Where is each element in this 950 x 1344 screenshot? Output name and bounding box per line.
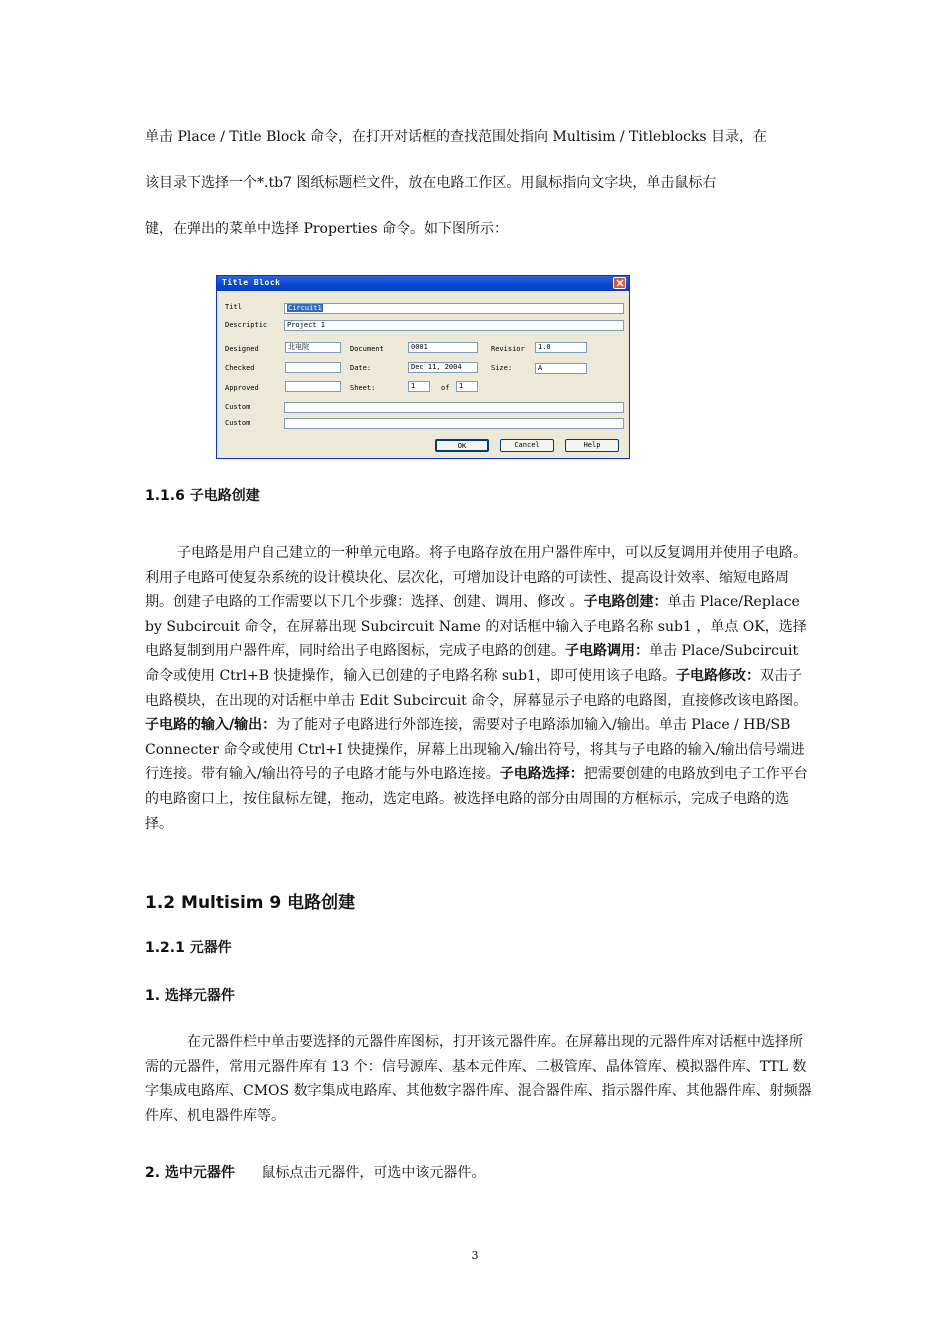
designed-label: Designed: [225, 345, 259, 353]
subcircuit-io-term: 子电路的输入/输出：: [145, 717, 277, 734]
size-field[interactable]: A: [535, 363, 587, 374]
subcircuit-create-term: 子电路创建：: [583, 594, 668, 611]
document-label: Document: [350, 345, 384, 353]
section-116-heading: 1.1.6 子电路创建: [145, 488, 260, 504]
intro-paragraph: [145, 114, 813, 252]
date-field[interactable]: Dec 11, 2004: [408, 362, 478, 373]
title-block-dialog: [216, 275, 630, 459]
intro-line-1: 单击 Place / Title Block 命令，在打开对话框的查找范围处指向 Multisim / Titleblocks 目录，在: [145, 129, 768, 145]
subcircuit-call-term: 子电路调用：: [565, 643, 649, 660]
revision-label: Revisior: [491, 345, 525, 353]
item-1-heading: 1. 选择元器件: [145, 988, 235, 1004]
approved-label: Approved: [225, 384, 259, 392]
close-button[interactable]: [613, 277, 626, 289]
dialog-titlebar[interactable]: [217, 276, 629, 291]
revision-field[interactable]: 1.0: [535, 342, 587, 353]
item-2-heading: 2. 选中元器件: [145, 1165, 235, 1181]
designed-field[interactable]: 北电院: [285, 342, 341, 353]
title-value: Circuit1: [288, 304, 322, 312]
item-1-body: 在元器件栏中单击要选择的元器件库图标，打开该元器件库。在屏幕出现的元器件库对话框中选择所需的元器件，常用元器件库有 13 个：信号源库、基本元件库、二极管库、晶体管库、模拟器件库、TTL 数字集成电路库、CMOS 数字集成电路库、其他数字器件库、混合器件库、指示器件库、其他器件库、射频器件库、机电器件库等。: [145, 1034, 812, 1124]
sheet-field[interactable]: 1: [408, 381, 430, 392]
item-2: [145, 1162, 813, 1182]
section-116-text-4: 双击子电路模块，在出现的对话框中单击 Edit Subcircuit 命令，屏幕显示子电路的电路图，直接修改该电路图。: [145, 667, 808, 709]
dialog-title: Title Block: [222, 278, 281, 287]
custom-label-2: Custom: [225, 419, 251, 427]
document-field[interactable]: 0001: [408, 342, 478, 353]
title-field[interactable]: [284, 303, 624, 314]
custom-field-2[interactable]: [284, 418, 624, 429]
custom-label-1: Custom: [225, 403, 251, 411]
date-label: Date:: [350, 364, 372, 372]
section-116-text-2: 单击 Place/Replace by Subcircuit 命令，在屏幕出现 Subcircuit Name 的对话框中输入子电路名称 sub1 ，单点 OK，选择电路复制到用户器件库，同时给出子电路图标，完成子电路的创建。: [145, 594, 807, 660]
custom-field-1[interactable]: [284, 402, 624, 413]
title-label: Titl: [225, 303, 242, 311]
intro-line-3: 键，在弹出的菜单中选择 Properties 命令。如下图所示：: [145, 221, 508, 237]
help-button[interactable]: Help: [565, 439, 619, 452]
description-label: Descriptic: [225, 321, 268, 329]
item-2-body: 鼠标点击元器件，可选中该元器件。: [261, 1165, 486, 1181]
section-121-heading: 1.2.1 元器件: [145, 940, 232, 956]
section-116-text-3: 单击 Place/Subcircuit 命令或使用 Ctrl+B 快捷操作，输入已创建的子电路名称 sub1，即可使用该子电路。: [145, 643, 799, 684]
intro-line-2: 该目录下选择一个*.tb7 图纸标题栏文件，放在电路工作区。用鼠标指向文字块，单击鼠标右: [145, 175, 717, 191]
checked-field[interactable]: [285, 362, 341, 373]
approved-field[interactable]: [285, 381, 341, 392]
size-label: Size:: [491, 364, 513, 372]
description-field[interactable]: Project 1: [284, 320, 624, 331]
subcircuit-modify-term: 子电路修改：: [675, 667, 760, 684]
cancel-button[interactable]: Cancel: [500, 439, 554, 452]
of-label: of: [441, 384, 450, 392]
ok-button[interactable]: OK: [435, 439, 489, 452]
of-field[interactable]: 1: [456, 381, 478, 392]
section-116-text-5: 为了能对子电路进行外部连接，需要对子电路添加输入/输出。单击 Place / HB/SB Connecter 命令或使用 Ctrl+I 快捷操作，屏幕上出现输入/输出符号，将其与子电路的输入/输出信号端进行连接。带有输入/输出符号的子电路才能与外电路连接。: [145, 717, 805, 783]
subcircuit-select-term: 子电路选择：: [499, 766, 584, 783]
page-number: 3: [471, 1249, 479, 1262]
sheet-label: Sheet:: [350, 384, 376, 392]
section-116-text-6: 把需要创建的电路放到电子工作平台的电路窗口上，按住鼠标左键，拖动，选定电路。被选择电路的部分由周围的方框标示，完成子电路的选择。: [145, 766, 808, 832]
section-116-paragraph: [145, 541, 813, 836]
section-116-text-1: 子电路是用户自己建立的一种单元电路。将子电路存放在用户器件库中，可以反复调用并使用子电路。利用子电路可使复杂系统的设计模块化、层次化，可增加设计电路的可读性、提高设计效率、缩短电路周期。创建子电路的工作需要以下几个步骤：选择、创建、调用、修改 。: [145, 545, 807, 611]
checked-label: Checked: [225, 364, 255, 372]
section-12-heading: 1.2 Multisim 9 电路创建: [145, 893, 356, 913]
close-icon: [616, 279, 624, 287]
